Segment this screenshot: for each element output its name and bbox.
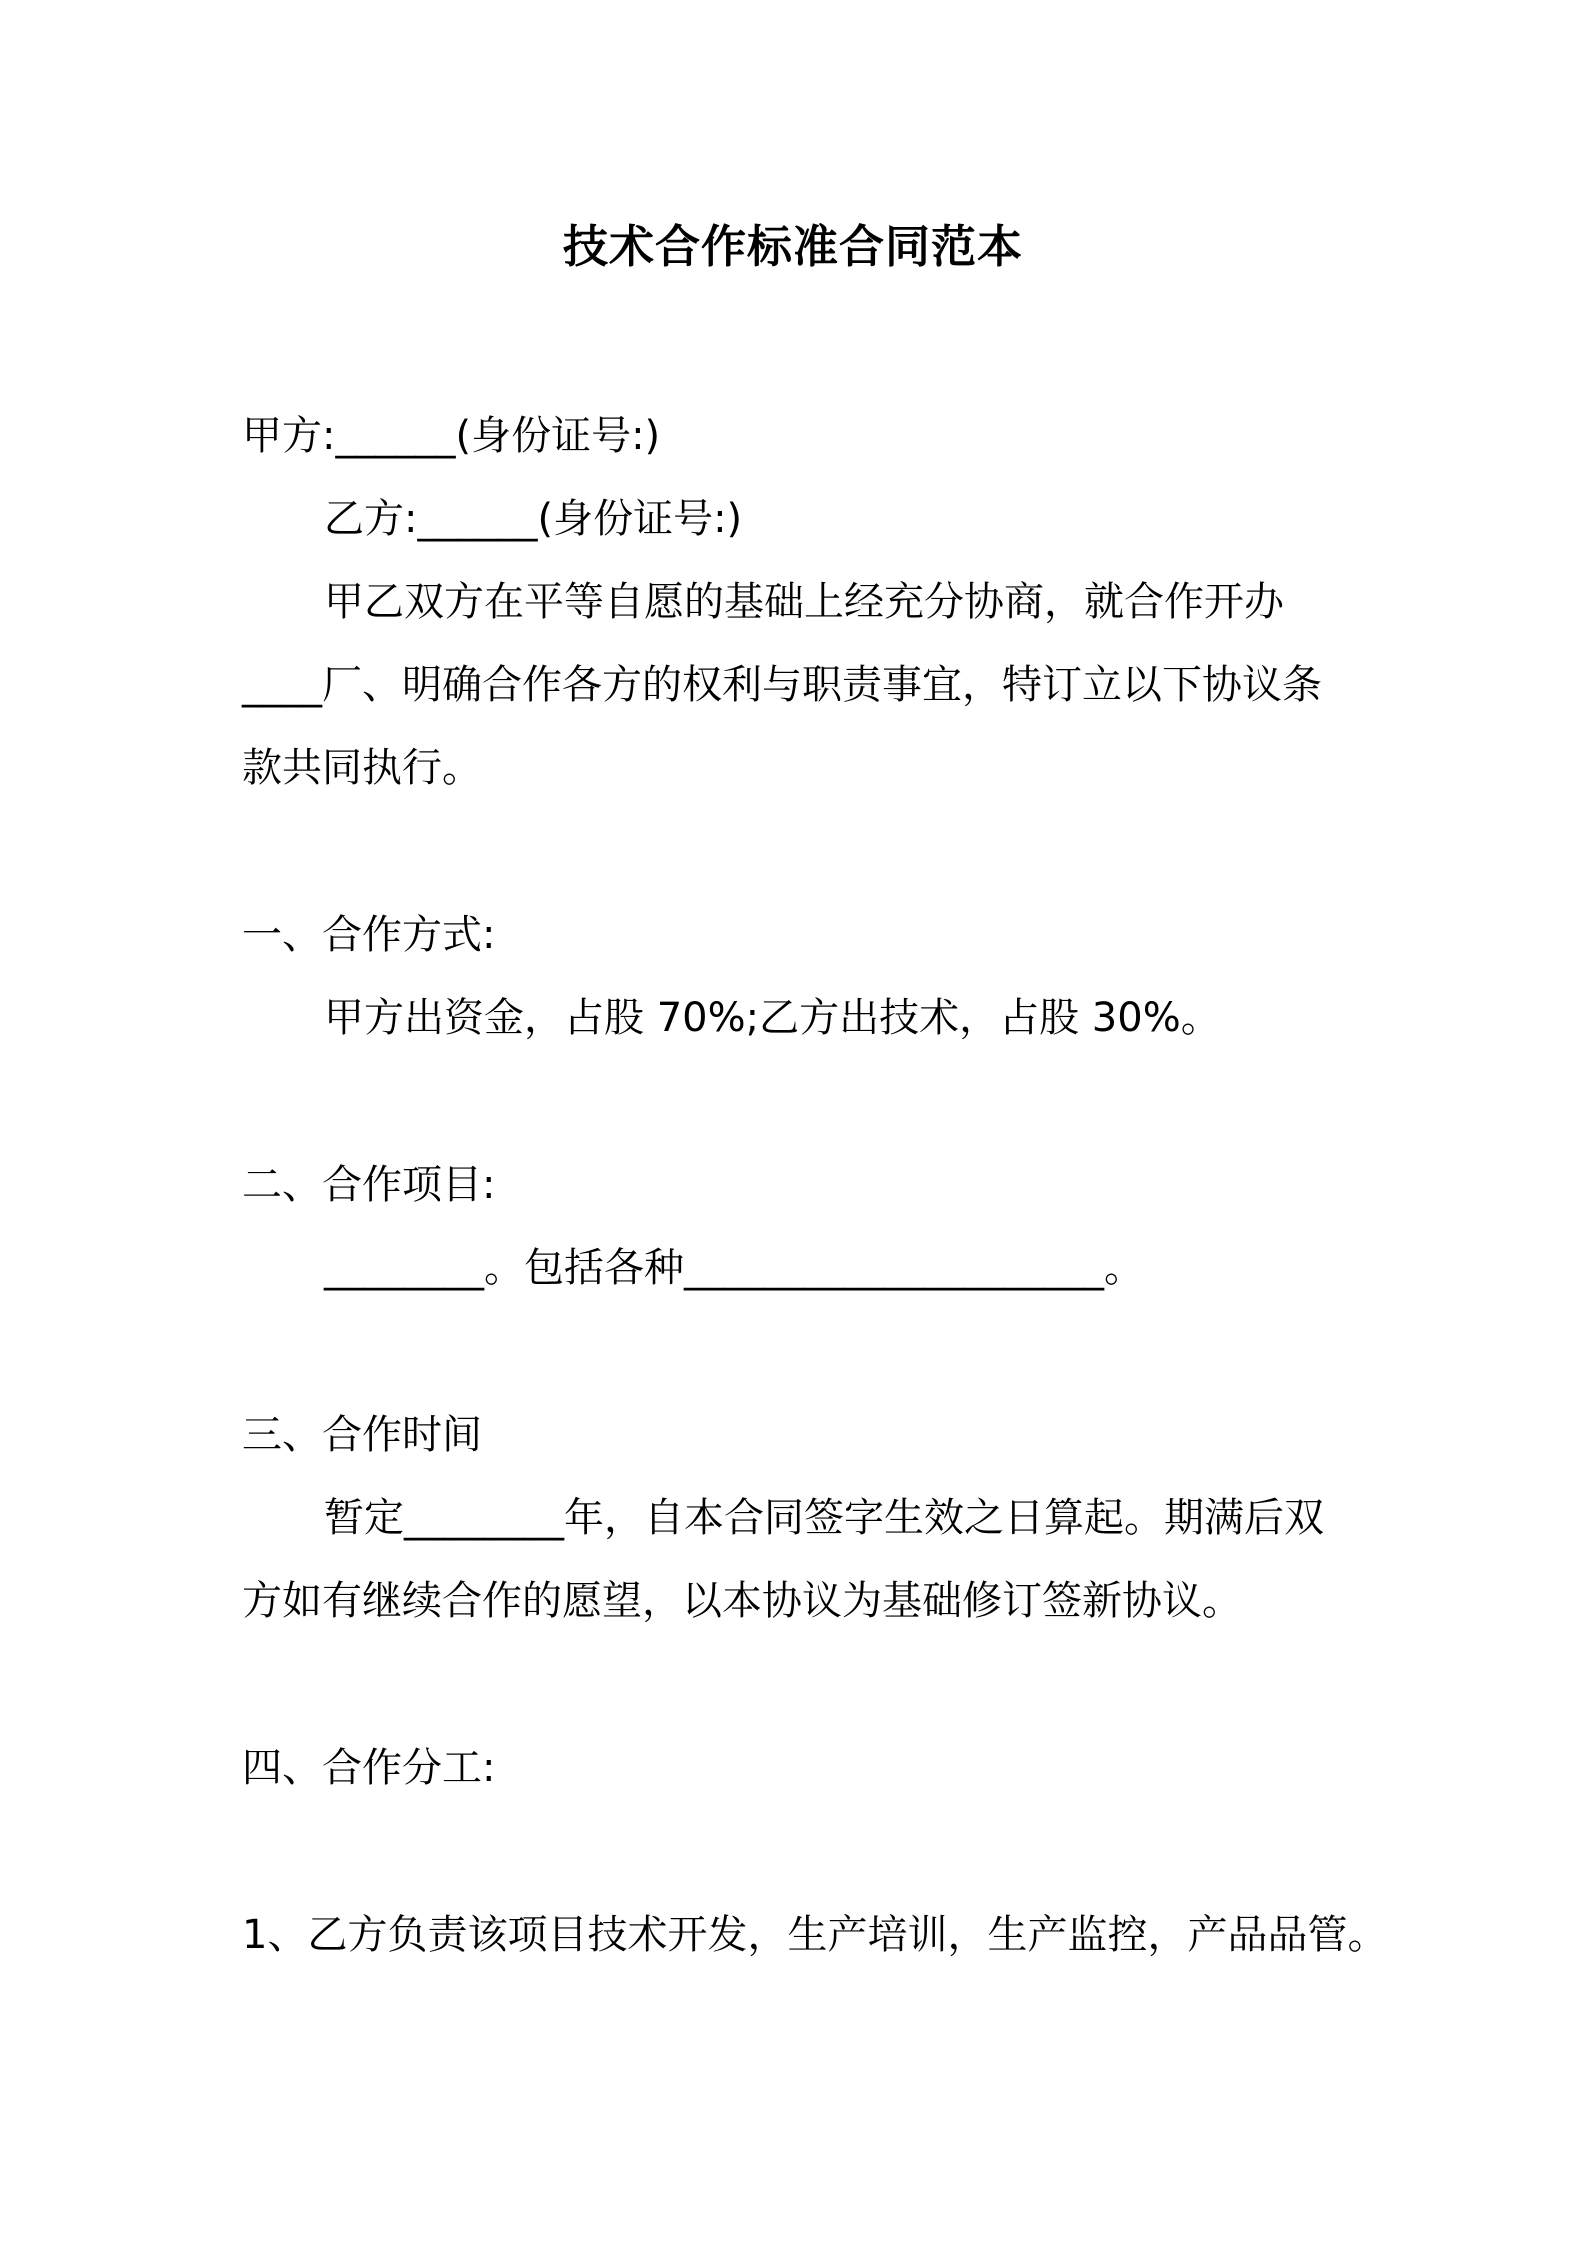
intro-paragraph-line: 甲乙双方在平等自愿的基础上经充分协商，就合作开办: [324, 579, 1284, 625]
section-text: 甲方出资金，占股 70%;乙方出技术，占股 30%。: [324, 995, 1221, 1041]
party-a-line: 甲方:______(身份证号:): [242, 413, 661, 459]
section-heading-cooperation-project: 二、合作项目:: [242, 1162, 496, 1208]
section-text: 暂定________年，自本合同签字生效之日算起。期满后双: [324, 1495, 1324, 1541]
division-item-1: 1、乙方负责该项目技术开发，生产培训，生产监控，产品品管。: [242, 1912, 1388, 1958]
intro-paragraph-line: ____厂、明确合作各方的权利与职责事宜，特订立以下协议条: [242, 662, 1322, 708]
section-heading-cooperation-time: 三、合作时间: [242, 1412, 482, 1458]
party-b-line: 乙方:______(身份证号:): [324, 496, 743, 542]
section-heading-cooperation-method: 一、合作方式:: [242, 912, 496, 958]
intro-paragraph-line: 款共同执行。: [242, 745, 482, 791]
section-text: 方如有继续合作的愿望，以本协议为基础修订签新协议。: [242, 1578, 1242, 1624]
document-title: 技术合作标准合同范本: [562, 220, 1023, 273]
section-heading-division-of-labor: 四、合作分工:: [242, 1745, 496, 1791]
section-text: ________。包括各种_____________________。: [324, 1245, 1144, 1291]
